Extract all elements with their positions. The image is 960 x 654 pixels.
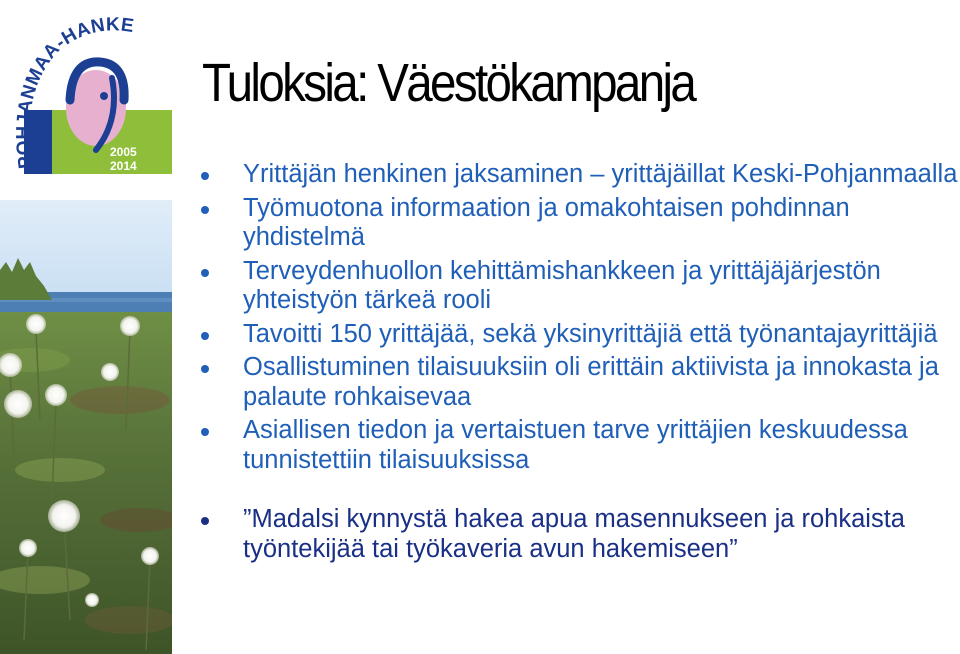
bullet-item	[200, 160, 958, 190]
bullet-text: Yrittäjän henkinen jaksaminen – yrittäjäillat Keski-Pohjanmaalla	[243, 160, 958, 188]
pohjanmaa-hanke-logo	[0, 0, 172, 200]
bullet-dot-icon	[201, 332, 209, 340]
bullet-item	[200, 320, 958, 350]
logo-year-start: 2005	[110, 145, 137, 159]
bullet-dot-icon	[201, 206, 209, 214]
bullet-list	[200, 160, 958, 568]
bullet-text: Tavoitti 150 yrittäjää, sekä yksinyrittäjiä että työnantajayrittäjiä	[243, 319, 938, 348]
bullet-text: Työmuotona informaation ja omakohtaisen pohdinnan yhdistelmä	[243, 193, 850, 251]
bullet-dot-icon	[201, 517, 209, 525]
bullet-dot-icon	[201, 172, 209, 180]
bullet-dot-icon	[201, 428, 209, 436]
bullet-text: Asiallisen tiedon ja vertaistuen tarve yrittäjien keskuudessa tunnistettiin tilaisuuksissa	[243, 416, 908, 474]
bullet-text: Terveydenhuollon kehittämishankkeen ja yrittäjäjärjestön yhteistyön tärkeä rooli	[243, 256, 881, 314]
bullet-text-quote: ”Madalsi kynnystä hakea apua masennukseen ja rohkaista työntekijää tai työkaveria avun hakemiseen”	[243, 505, 905, 563]
bullet-item	[200, 194, 958, 253]
bullet-dot-icon	[201, 365, 209, 373]
bullet-item	[200, 353, 958, 412]
bullet-item-quote	[200, 505, 958, 564]
bullet-item	[200, 416, 958, 475]
bullet-dot-icon	[201, 269, 209, 277]
logo-text: POHJANMAA-HANKE	[13, 14, 136, 170]
slide-title: Tuloksia: Väestökampanja	[202, 53, 695, 113]
logo-graphic	[0, 0, 172, 200]
logo-year-end: 2014	[110, 159, 137, 173]
bullet-text: Osallistuminen tilaisuuksiin oli erittäin aktiivista ja innokasta ja palaute rohkaisevaa	[243, 353, 939, 411]
bullet-item	[200, 257, 958, 316]
